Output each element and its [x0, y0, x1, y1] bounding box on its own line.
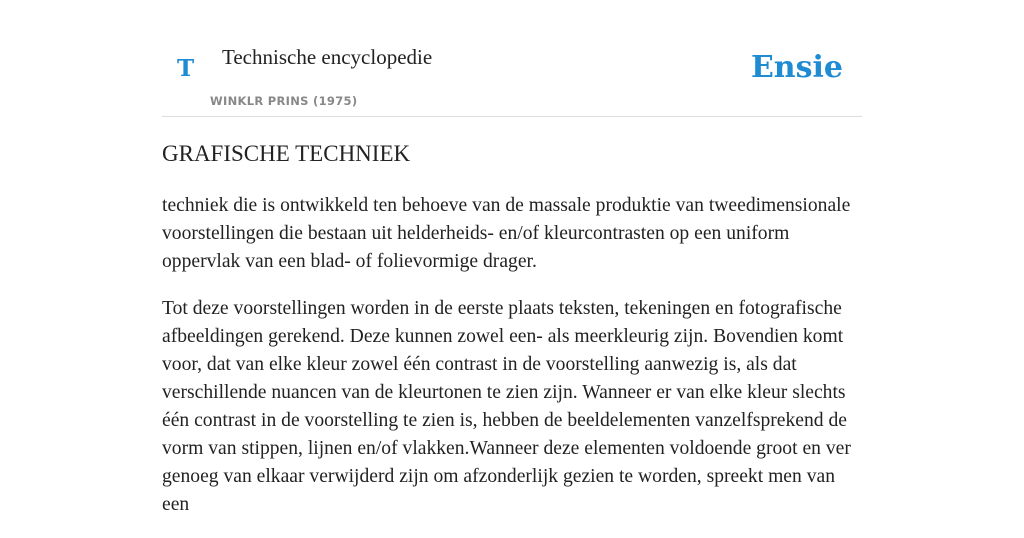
article-body [162, 192, 862, 538]
source-label: WINKLR PRINS (1975) [210, 94, 358, 108]
article-title: GRAFISCHE TECHNIEK [162, 141, 411, 166]
header [162, 0, 862, 117]
brand-logo[interactable]: Ensie [750, 50, 843, 85]
article-paragraph: Tot deze voorstellingen worden in de eerste plaats teksten, tekeningen en fotografische afbeeldingen gerekend. Deze kunnen zowel een- als meerkleurig zijn. Bovendien komt voor, dat van elke kleur zowel één contrast in de voorstelling aanwezig is, als dat verschillende nuancen van de kleurtonen te zien zijn. Wanneer er van elke kleur slechts één contrast in de voorstelling te zien is, hebben de beeldelementen vanzelfsprekend de vorm van stippen, lijnen en/of vlakken.Wanneer deze elementen voldoende groot en ver genoeg van elkaar verwijderd zijn om afzonderlijk gezien te worden, spreekt men van een [162, 298, 851, 515]
category-icon: T [177, 55, 195, 82]
page [162, 0, 862, 515]
encyclopedia-title-link[interactable]: Technische encyclopedie [222, 45, 433, 69]
article-paragraph: techniek die is ontwikkeld ten behoeve van de massale produktie van tweedimensionale voorstellingen die bestaan uit helderheids- en/of kleurcontrasten op een uniform oppervlak van een blad- of folievormige drager. [162, 195, 851, 272]
